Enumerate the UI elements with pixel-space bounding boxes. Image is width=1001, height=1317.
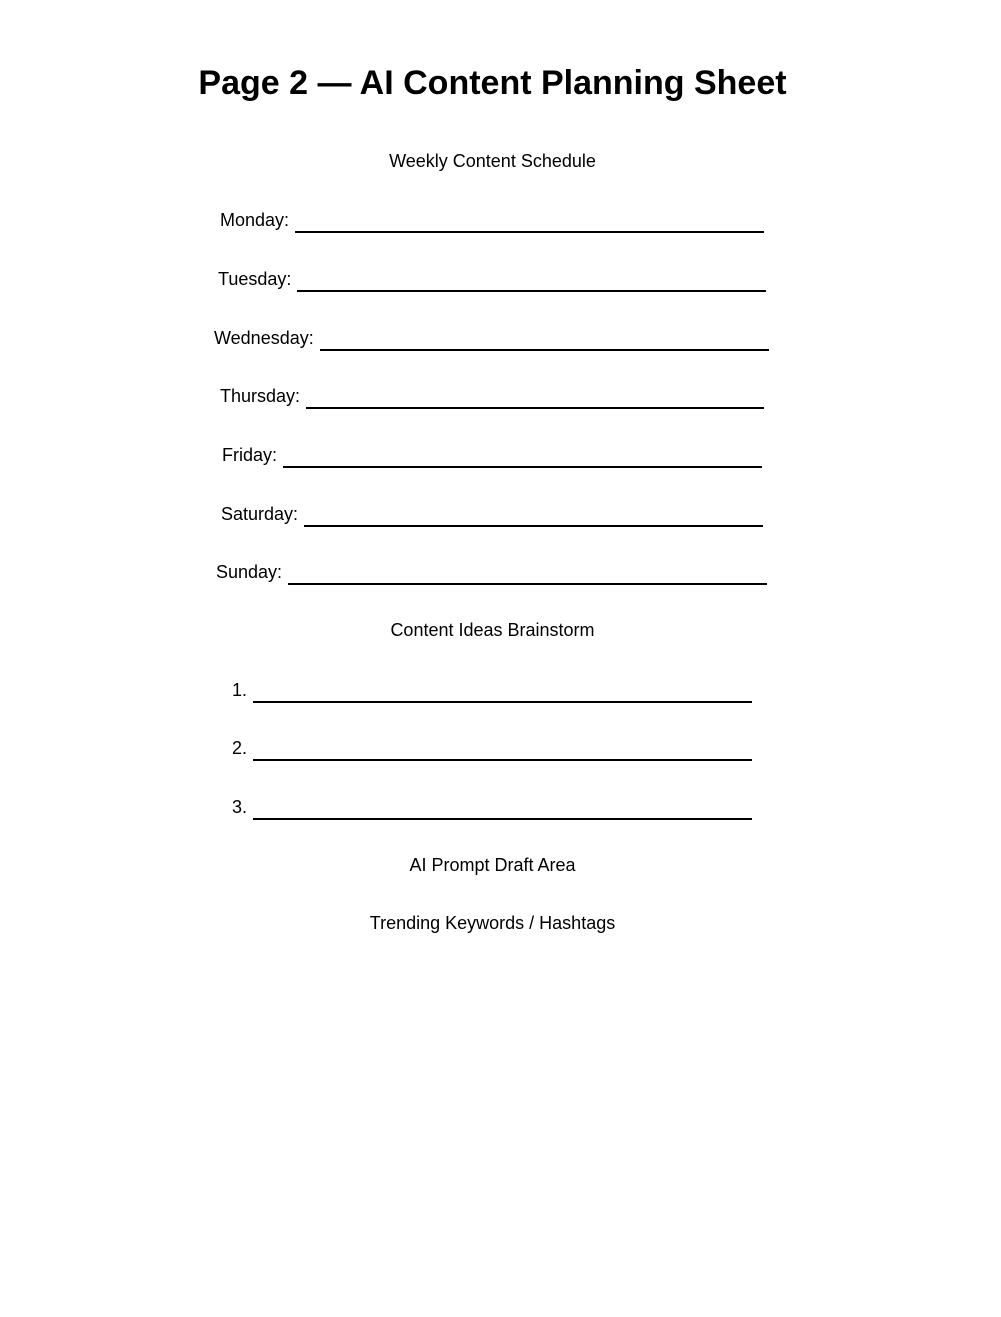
fill-line-monday[interactable] xyxy=(295,231,764,233)
weekly-schedule-heading: Weekly Content Schedule xyxy=(389,151,596,171)
fill-line-idea-3[interactable] xyxy=(253,818,752,820)
fill-line-sunday[interactable] xyxy=(288,583,767,585)
schedule-row-monday xyxy=(220,206,764,230)
day-label-tuesday: Tuesday: xyxy=(218,269,292,289)
ideas-brainstorm-heading: Content Ideas Brainstorm xyxy=(390,620,595,640)
fill-line-friday[interactable] xyxy=(283,466,762,468)
day-label-saturday: Saturday: xyxy=(221,504,299,524)
schedule-row-wednesday xyxy=(214,324,769,348)
fill-line-idea-2[interactable] xyxy=(253,759,752,761)
page-title: Page 2 — AI Content Planning Sheet xyxy=(198,64,787,102)
idea-row-3 xyxy=(232,793,752,817)
schedule-row-thursday xyxy=(220,382,764,406)
day-label-wednesday: Wednesday: xyxy=(214,328,314,348)
idea-row-1 xyxy=(232,676,752,700)
fill-line-idea-1[interactable] xyxy=(253,701,752,703)
schedule-row-tuesday xyxy=(218,265,766,289)
schedule-row-friday xyxy=(222,441,762,465)
schedule-row-sunday xyxy=(216,558,767,582)
day-label-thursday: Thursday: xyxy=(220,386,301,406)
day-label-sunday: Sunday: xyxy=(216,562,283,582)
idea-number-1: 1. xyxy=(232,680,248,700)
schedule-row-saturday xyxy=(221,500,763,524)
day-label-monday: Monday: xyxy=(220,210,290,230)
fill-line-tuesday[interactable] xyxy=(297,290,766,292)
fill-line-thursday[interactable] xyxy=(306,407,764,409)
idea-number-3: 3. xyxy=(232,797,248,817)
prompt-draft-heading: AI Prompt Draft Area xyxy=(409,855,576,875)
day-label-friday: Friday: xyxy=(222,445,278,465)
idea-row-2 xyxy=(232,734,752,758)
keywords-heading: Trending Keywords / Hashtags xyxy=(369,913,616,933)
fill-line-wednesday[interactable] xyxy=(320,349,769,351)
fill-line-saturday[interactable] xyxy=(304,525,763,527)
idea-number-2: 2. xyxy=(232,738,248,758)
